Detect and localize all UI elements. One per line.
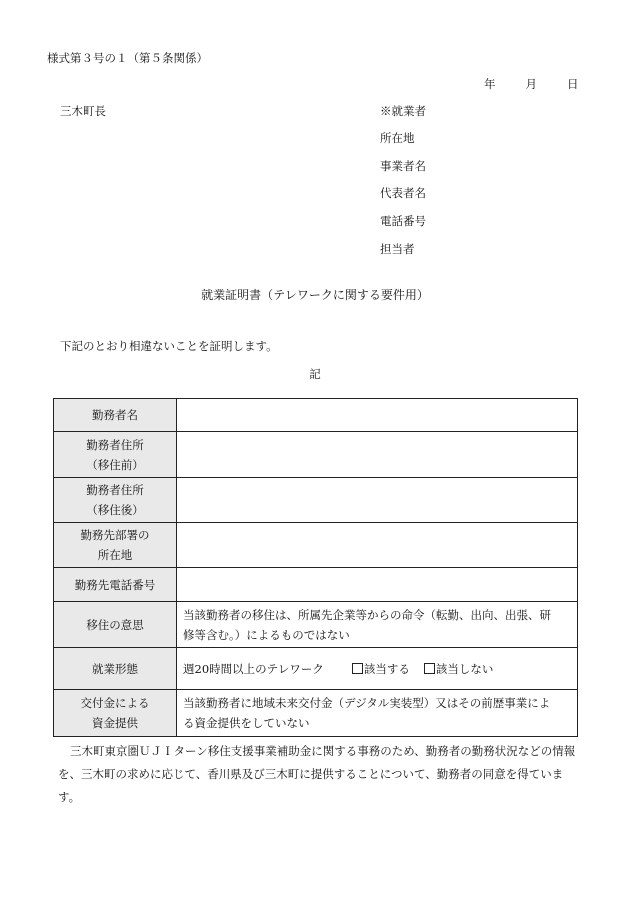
applicant-address-label: 所在地: [380, 131, 415, 145]
label-workplace-phone: 勤務先電話番号: [54, 568, 177, 602]
date-month: 月: [525, 77, 537, 91]
table-row: [54, 602, 578, 648]
applicant-contact-label: 担当者: [380, 242, 415, 256]
work-style-cell: [177, 648, 578, 690]
applicant-phone-label: 電話番号: [380, 214, 426, 228]
work-style-text: 週20時間以上のテレワーク: [183, 661, 324, 676]
label-grant-funding: 交付金による 資金提供: [54, 690, 177, 737]
date-line: [484, 76, 579, 92]
date-day: 日: [567, 77, 579, 91]
option-applicable-label: 該当する: [363, 661, 410, 676]
label-department-location: 勤務先部署の 所在地: [54, 523, 177, 568]
table-row: [54, 432, 578, 478]
option-not-applicable-label: 該当しない: [435, 661, 494, 676]
relocation-intent-text: 当該勤務者の移住は、所属先企業等からの命令（転勤、出向、出張、研 修等含む。）によるものではない: [177, 602, 578, 648]
checkbox-not-applicable[interactable]: [424, 663, 435, 674]
address-before-field[interactable]: [177, 432, 578, 478]
applicant-heading: ※就業者: [380, 104, 426, 118]
document-title: 就業証明書（テレワークに関する要件用）: [201, 288, 429, 302]
form-number: 様式第３号の１（第５条関係）: [47, 51, 208, 65]
table-row: [54, 478, 578, 523]
table-row: [54, 648, 578, 690]
address-after-field[interactable]: [177, 478, 578, 523]
addressee: 三木町長: [60, 104, 106, 118]
applicant-representative-label: 代表者名: [380, 186, 426, 200]
workplace-phone-field[interactable]: [177, 568, 578, 602]
label-address-after: 勤務者住所 （移住後）: [54, 478, 177, 523]
checkbox-applicable[interactable]: [352, 663, 363, 674]
department-location-field[interactable]: [177, 523, 578, 568]
grant-funding-text: 当該勤務者に地域未来交付金（デジタル実装型）又はその前歴事業によ る資金提供をしていない: [177, 690, 578, 737]
applicant-company-label: 事業者名: [380, 159, 426, 173]
label-address-before: 勤務者住所 （移住前）: [54, 432, 177, 478]
table-row: [54, 399, 578, 432]
worker-name-field[interactable]: [177, 399, 578, 432]
certification-table: [53, 398, 578, 737]
table-row: [54, 523, 578, 568]
consent-note: 三木町東京圏ＵＪＩターン移住支援事業補助金に関する事務のため、勤務者の勤務状況などの情報を、三木町の求めに応じて、香川県及び三木町に提供することについて、勤務者の同意を得ています。: [58, 744, 576, 804]
date-year: 年: [484, 77, 496, 91]
label-relocation-intent: 移住の意思: [54, 602, 177, 648]
table-row: [54, 690, 578, 737]
ki-heading: 記: [309, 367, 321, 381]
label-work-style: 就業形態: [54, 648, 177, 690]
table-row: [54, 568, 578, 602]
label-worker-name: 勤務者名: [54, 399, 177, 432]
certification-statement: 下記のとおり相違ないことを証明します。: [60, 339, 278, 353]
